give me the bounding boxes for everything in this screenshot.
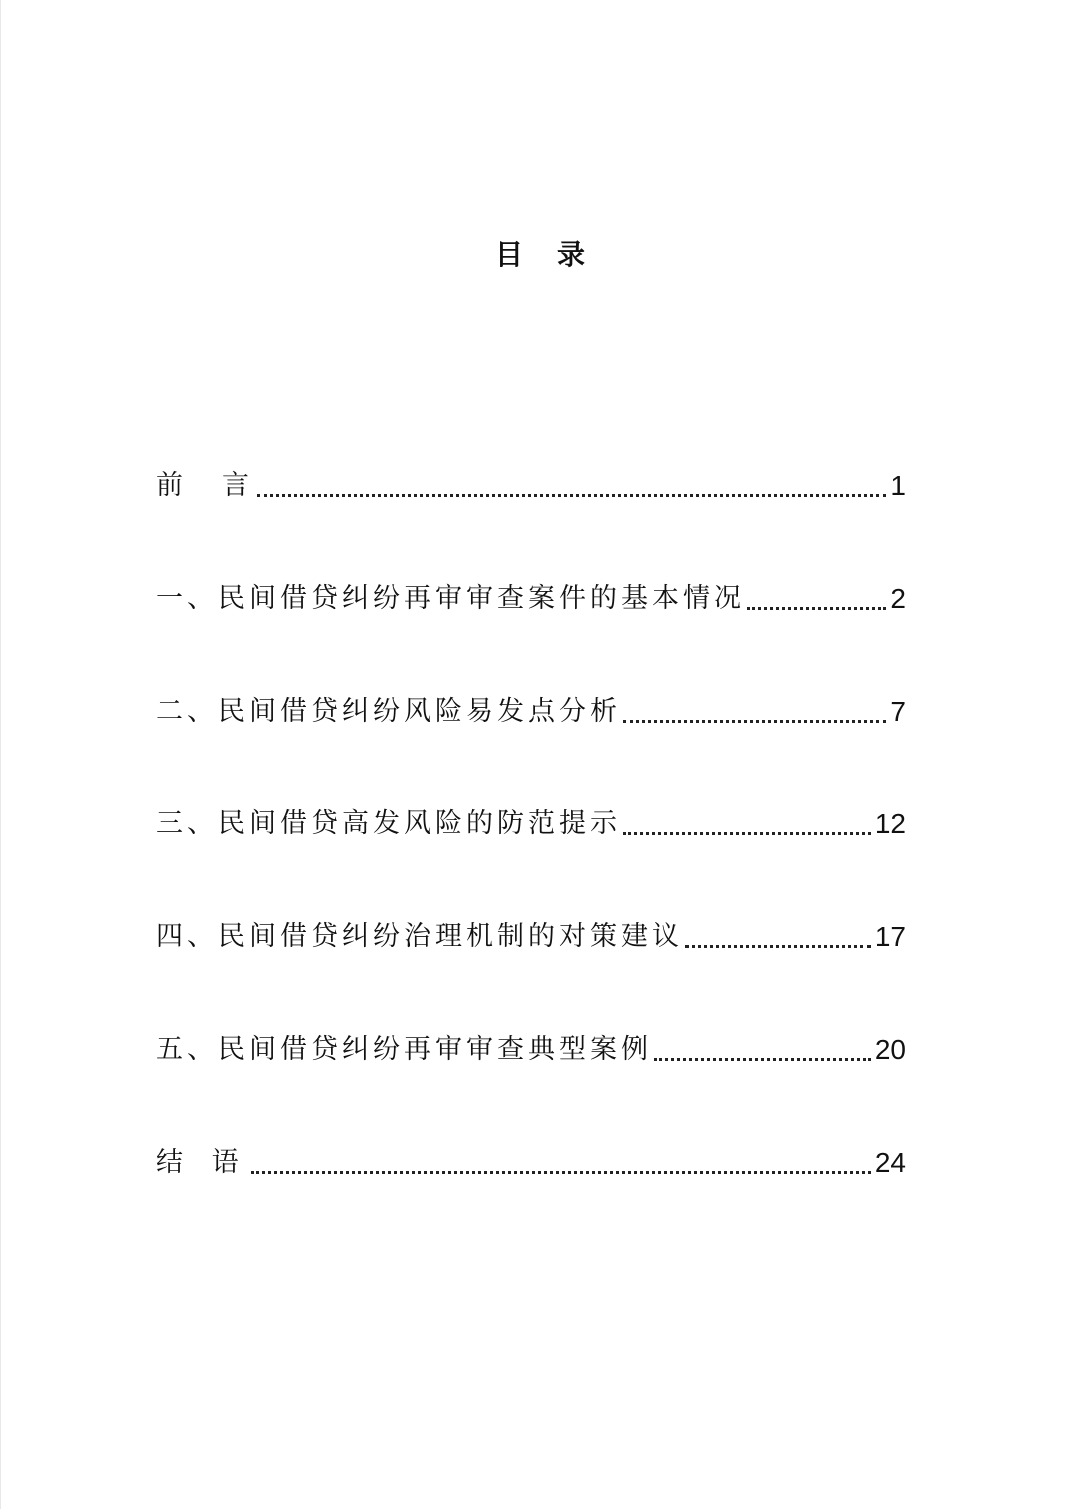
toc-entry-label: 二、民间借贷纠纷风险易发点分析 [156, 696, 621, 727]
toc-entry-preface[interactable] [156, 462, 906, 506]
toc-dot-leader [654, 1030, 871, 1070]
toc-entry-label: 五、民间借贷纠纷再审审查典型案例 [156, 1034, 652, 1065]
toc-entry-section-4[interactable] [156, 913, 906, 957]
toc-page-number: 12 [874, 808, 906, 839]
toc-entry-section-2[interactable] [156, 688, 906, 732]
toc-entry-label: 三、民间借贷高发风险的防范提示 [156, 808, 621, 839]
toc-dot-leader [623, 692, 886, 732]
toc-entry-section-3[interactable] [156, 800, 906, 844]
toc-page-number: 24 [874, 1147, 906, 1178]
toc-dot-leader [747, 579, 886, 619]
toc-dot-leader [685, 917, 871, 957]
toc-dot-leader [257, 466, 886, 506]
toc-page-number: 2 [890, 583, 906, 614]
toc-entry-label: 四、民间借贷纠纷治理机制的对策建议 [156, 921, 683, 952]
table-of-contents [156, 0, 906, 1509]
toc-page-number: 17 [874, 921, 906, 952]
toc-dot-leader [623, 804, 871, 844]
toc-entry-label: 一、民间借贷纠纷再审审查案件的基本情况 [156, 583, 745, 614]
toc-page-number: 1 [890, 470, 906, 501]
toc-entry-label: 前 言 [156, 470, 255, 501]
toc-page-number: 20 [874, 1034, 906, 1065]
toc-entry-section-1[interactable] [156, 575, 906, 619]
toc-entry-label: 结 语 [156, 1147, 249, 1178]
toc-page-number: 7 [890, 696, 906, 727]
page-title: 目录 [494, 238, 619, 271]
toc-entry-section-5[interactable] [156, 1026, 906, 1070]
toc-entry-conclusion[interactable] [156, 1139, 906, 1183]
toc-dot-leader [251, 1143, 871, 1183]
